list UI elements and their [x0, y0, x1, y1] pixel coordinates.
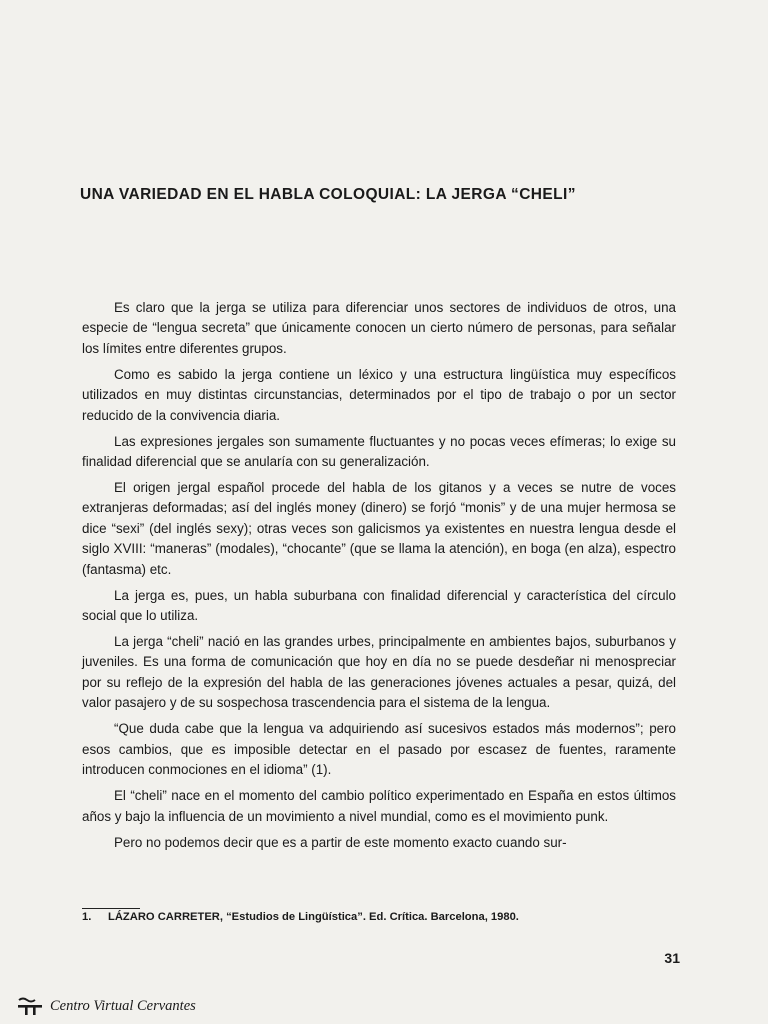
footnote	[82, 911, 519, 923]
paragraph: La jerga es, pues, un habla suburbana con finalidad diferencial y característica del círculo social que lo utiliza.	[82, 587, 676, 624]
paragraph: Pero no podemos decir que es a partir de este momento exacto cuando sur-	[114, 834, 567, 850]
footnote-divider	[82, 908, 140, 909]
footer-brand-text: Centro Virtual Cervantes	[50, 997, 196, 1014]
paragraph: El “cheli” nace en el momento del cambio político experimentado en España en estos últimos años y bajo la influencia de un movimiento a nivel mundial, como es el movimiento punk.	[82, 788, 676, 824]
cervantes-logo-icon	[16, 996, 44, 1016]
paragraph: Como es sabido la jerga contiene un léxico y una estructura lingüística muy específicos utilizados en muy distintas circunstancias, determinados por el tipo de trabajo o por un sector reducido de la convivencia diaria.	[82, 366, 676, 423]
footnote-text: LÁZARO CARRETER, “Estudios de Lingüística”. Ed. Crítica. Barcelona, 1980.	[108, 911, 519, 923]
paragraph: “Que duda cabe que la lengua va adquiriendo así sucesivos estados más modernos”; pero esos cambios, que es imposible detectar en el pasado por escasez de fuentes, raramente introducen conmociones en el idioma” (1).	[82, 721, 676, 778]
document-title: UNA VARIEDAD EN EL HABLA COLOQUIAL: LA JERGA “CHELI”	[80, 186, 576, 203]
paragraph: El origen jergal español procede del habla de los gitanos y a veces se nutre de voces extranjeras deformadas; así del inglés money (dinero) se forjó “monis” y de una mujer hermosa se dice “sexi” (del inglés sexy); otras veces son galicismos ya existentes en nuestra lengua desde el siglo XVIII: “maneras” (modales), “chocante” (que se llama la atención), en boga (en alza), espectro (fantasma) etc.	[82, 480, 676, 577]
paragraph: Es claro que la jerga se utiliza para diferenciar unos sectores de individuos de otros, una especie de “lengua secreta” que únicamente conocen un cierto número de personas, para señalar los límites entre diferentes grupos.	[82, 300, 676, 356]
page-number: 31	[664, 950, 680, 966]
footnote-number: 1.	[82, 911, 92, 923]
footer-brand[interactable]	[16, 996, 196, 1016]
body-text	[82, 298, 676, 859]
paragraph: Las expresiones jergales son sumamente fluctuantes y no pocas veces efímeras; lo exige su finalidad diferencial que se anularía con su generalización.	[82, 433, 676, 470]
paragraph: La jerga “cheli” nació en las grandes urbes, principalmente en ambientes bajos, suburbanos y juveniles. Es una forma de comunicación que hoy en día no se puede desdeñar ni menospreciar por su reflejo de la expresión del habla de las generaciones jóvenes actuales a pesar, quizá, del valor pasajero y de su sospechosa trascendencia para el sistema de la lengua.	[82, 634, 676, 711]
